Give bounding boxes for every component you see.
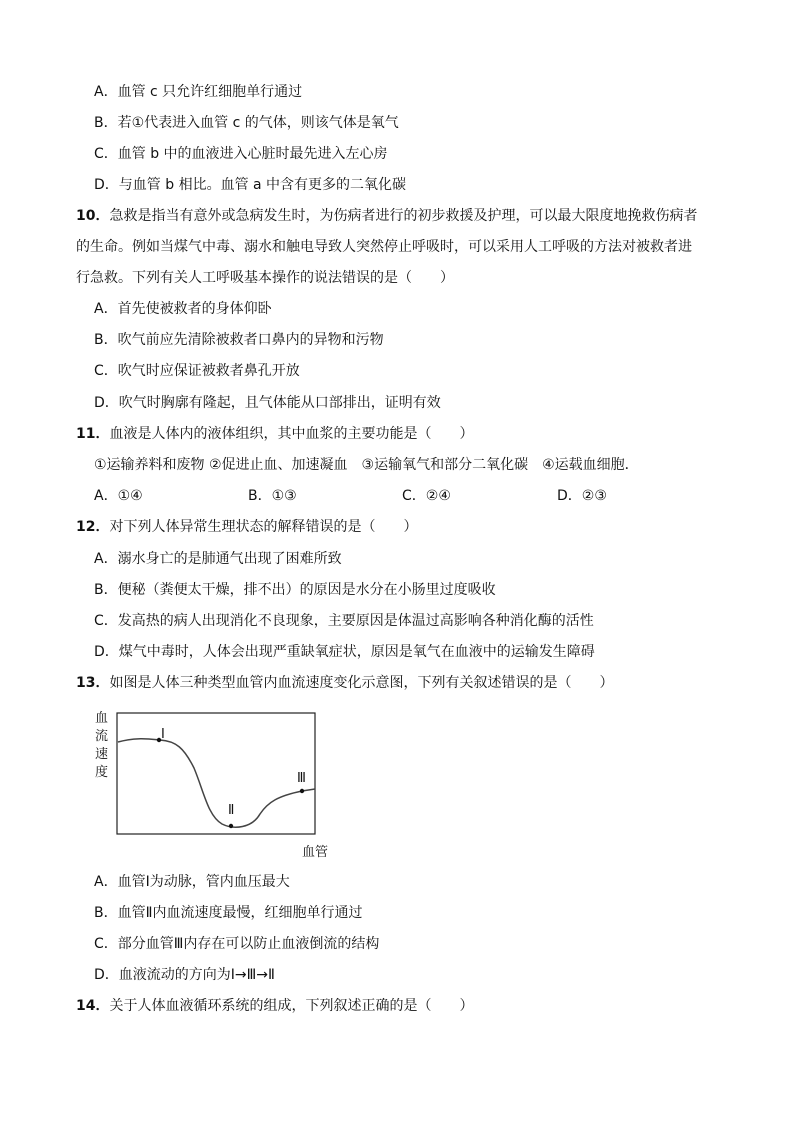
blood-flow-speed-diagram — [92, 708, 352, 866]
label-iii: Ⅲ — [297, 771, 306, 786]
q10-option-d: D．吹气时胸廓有隆起，且气体能从口部排出，证明有效 — [94, 395, 441, 411]
q13-option-b: B．血管Ⅱ内血流速度最慢，红细胞单行通过 — [94, 905, 363, 921]
diagram-frame — [117, 713, 315, 834]
q13-stem-text: 如图是人体三种类型血管内血流速度变化示意图，下列有关叙述错误的是（ ） — [109, 675, 614, 691]
q11-number: 11． — [76, 426, 110, 442]
q12-number: 12． — [76, 519, 110, 535]
y-label-char-2: 流 — [95, 729, 109, 744]
q14-stem-text: 关于人体血液循环系统的组成，下列叙述正确的是（ ） — [109, 998, 474, 1014]
point-iii — [300, 789, 304, 793]
q9-option-d: D．与血管 b 相比。血管 a 中含有更多的二氧化碳 — [94, 177, 407, 193]
y-label-char-3: 速 — [95, 747, 109, 762]
q10-stem-text-1: 急救是指当有意外或急病发生时，为伤病者进行的初步救援及护理，可以最大限度地挽救伤病者 — [109, 208, 698, 224]
q12-option-d: D．煤气中毒时，人体会出现严重缺氧症状，原因是氧气在血液中的运输发生障碍 — [94, 644, 595, 660]
q12-option-b: B．便秘（粪便太干燥，排不出）的原因是水分在小肠里过度吸收 — [94, 582, 496, 598]
q10-option-c: C．吹气时应保证被救者鼻孔开放 — [94, 363, 300, 379]
q11-stem-text: 血液是人体内的液体组织，其中血浆的主要功能是（ ） — [109, 426, 474, 442]
q14-number: 14． — [76, 998, 110, 1014]
q10-option-b: B．吹气前应先清除被救者口鼻内的异物和污物 — [94, 332, 384, 348]
q12-stem-text: 对下列人体异常生理状态的解释错误的是（ ） — [109, 519, 418, 535]
q14-stem — [76, 996, 736, 1016]
y-label-char-4: 度 — [95, 765, 109, 780]
q10-stem-line-2: 的生命。例如当煤气中毒、溺水和触电导致人突然停止呼吸时，可以采用人工呼吸的方法对被救者进 — [76, 239, 692, 255]
q12-option-c: C．发高热的病人出现消化不良现象，主要原因是体温过高影响各种消化酶的活性 — [94, 613, 594, 629]
q13-stem — [76, 673, 736, 693]
q11-choice-a: A．①④ — [94, 488, 143, 504]
x-axis-label: 血管 — [302, 845, 329, 860]
q9-option-c: C．血管 b 中的血液进入心脏时最先进入左心房 — [94, 146, 388, 162]
q13-option-d: D．血液流动的方向为Ⅰ→Ⅲ→Ⅱ — [94, 967, 275, 983]
q9-option-a: A．血管 c 只允许红细胞单行通过 — [94, 84, 303, 100]
q12-stem — [76, 517, 736, 537]
q10-stem-line-1 — [76, 206, 736, 226]
point-ii — [229, 824, 233, 828]
q10-stem-line-3: 行急救。下列有关人工呼吸基本操作的说法错误的是（ ） — [76, 270, 454, 286]
q12-option-a: A．溺水身亡的是肺通气出现了困难所致 — [94, 551, 342, 567]
q11-choice-d: D．②③ — [557, 488, 607, 504]
label-ii: Ⅱ — [228, 803, 235, 818]
q13-option-c: C．部分血管Ⅲ内存在可以防止血液倒流的结构 — [94, 936, 380, 952]
q9-option-b: B．若①代表进入血管 c 的气体，则该气体是氧气 — [94, 115, 399, 131]
q10-option-a: A．首先使被救者的身体仰卧 — [94, 301, 272, 317]
q11-stem — [76, 424, 736, 444]
q13-option-a: A．血管Ⅰ为动脉，管内血压最大 — [94, 874, 290, 890]
q10-number: 10． — [76, 208, 110, 224]
flow-speed-curve — [118, 739, 315, 827]
q11-choice-b: B．①③ — [248, 488, 297, 504]
y-label-char-1: 血 — [95, 711, 109, 726]
q13-number: 13． — [76, 675, 110, 691]
q11-items: ①运输养料和废物 ②促进止血、加速凝血 ③运输氧气和部分二氧化碳 ④运载血细胞． — [94, 457, 639, 473]
label-i: Ⅰ — [161, 727, 165, 742]
q11-choice-c: C．②④ — [402, 488, 451, 504]
